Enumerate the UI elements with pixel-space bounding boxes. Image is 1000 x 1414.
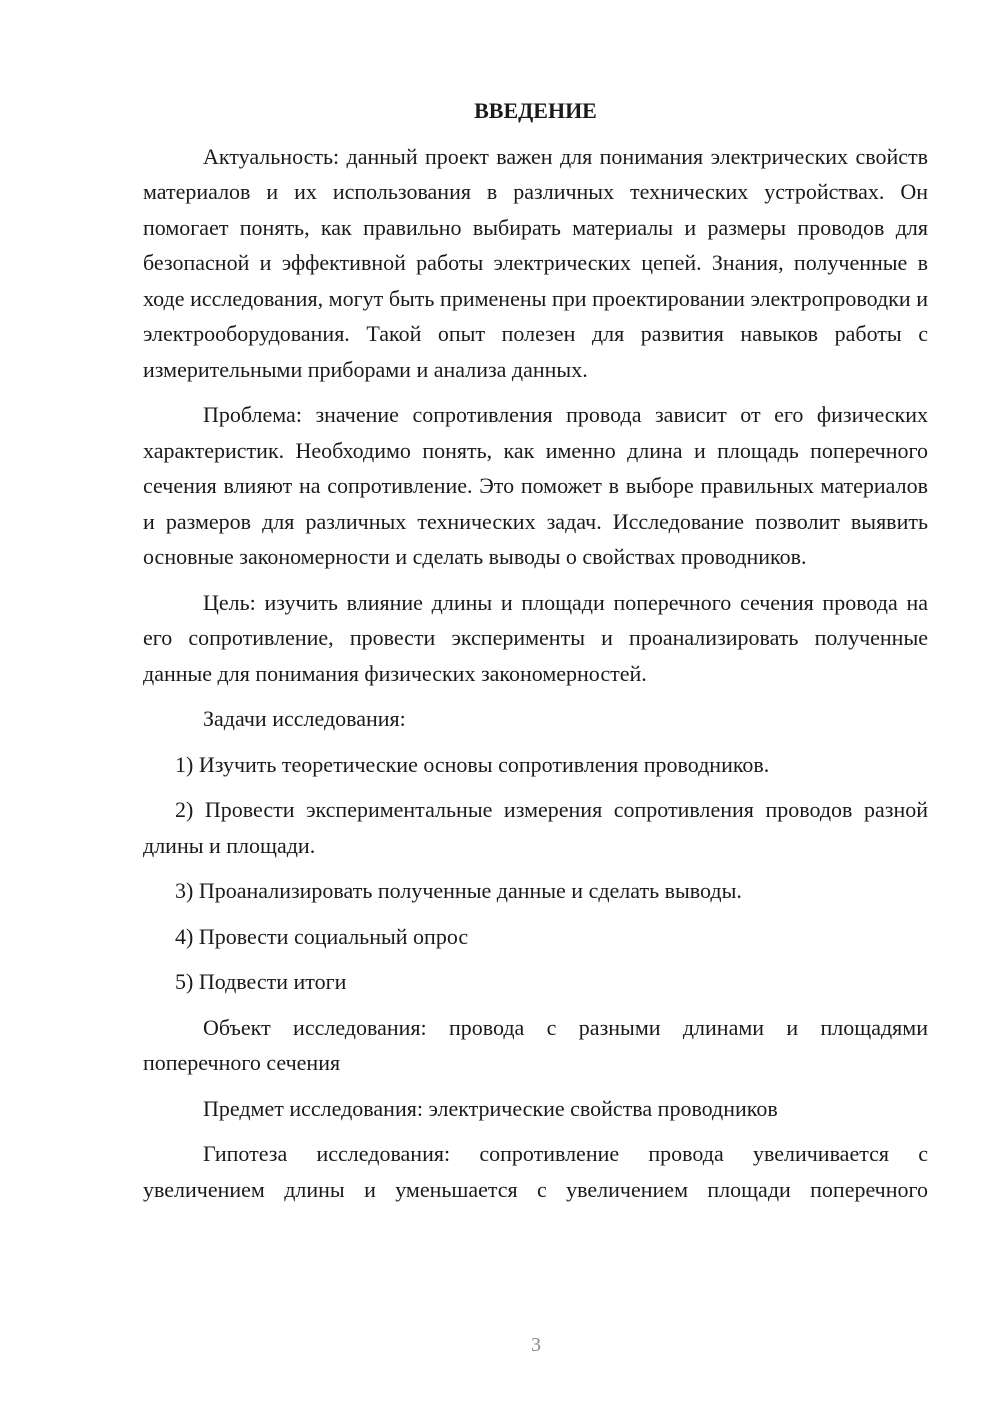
section-title: ВВЕДЕНИЕ [474,98,597,123]
task-item-2: 2) Провести экспериментальные измерения сопротивления проводов разной длины и площади. [143,797,928,858]
goal-paragraph: Цель: изучить влияние длины и площади поперечного сечения провода на его сопротивление, провести эксперименты и проанализировать полученные данные для понимания физических закономерностей. [143,589,928,686]
task-item-5: 5) Подвести итоги [175,969,347,994]
task-item-1: 1) Изучить теоретические основы сопротивления проводников. [175,751,770,777]
relevance-paragraph: Актуальность: данный проект важен для понимания электрических свойств материалов и их использования в различных технических устройствах. Он помогает понять, как правильно выбирать материалы и размеры проводов для безопасной и эффективной работы электрических цепей. Знания, полученные в ходе исследования, могут быть применены при проектировании электропроводки и электрооборудования. Такой опыт полезен для развития навыков работы с измерительными приборами и анализа данных. [143,143,928,382]
subject-paragraph: Предмет исследования: электрические свойства проводников [203,1095,778,1121]
hypothesis-paragraph: Гипотеза исследования: сопротивление провода увеличивается с увеличением длины и уменьшается с увеличением площади поперечного [143,1141,928,1202]
object-paragraph: Объект исследования: провода с разными длинами и площадями поперечного сечения [143,1014,928,1075]
page-number: 3 [531,1334,541,1356]
problem-paragraph: Проблема: значение сопротивления провода зависит от его физических характеристик. Необходимо понять, как именно длина и площадь поперечного сечения влияют на сопротивление. Это поможет в выборе правильных материалов и размеров для различных технических задач. Исследование позволит выявить основные закономерности и сделать выводы о свойствах проводников. [143,402,928,569]
task-item-4: 4) Провести социальный опрос [175,923,469,949]
tasks-heading: Задачи исследования: [203,706,406,731]
document-body [143,93,928,1217]
task-item-3: 3) Проанализировать полученные данные и сделать выводы. [175,878,742,903]
